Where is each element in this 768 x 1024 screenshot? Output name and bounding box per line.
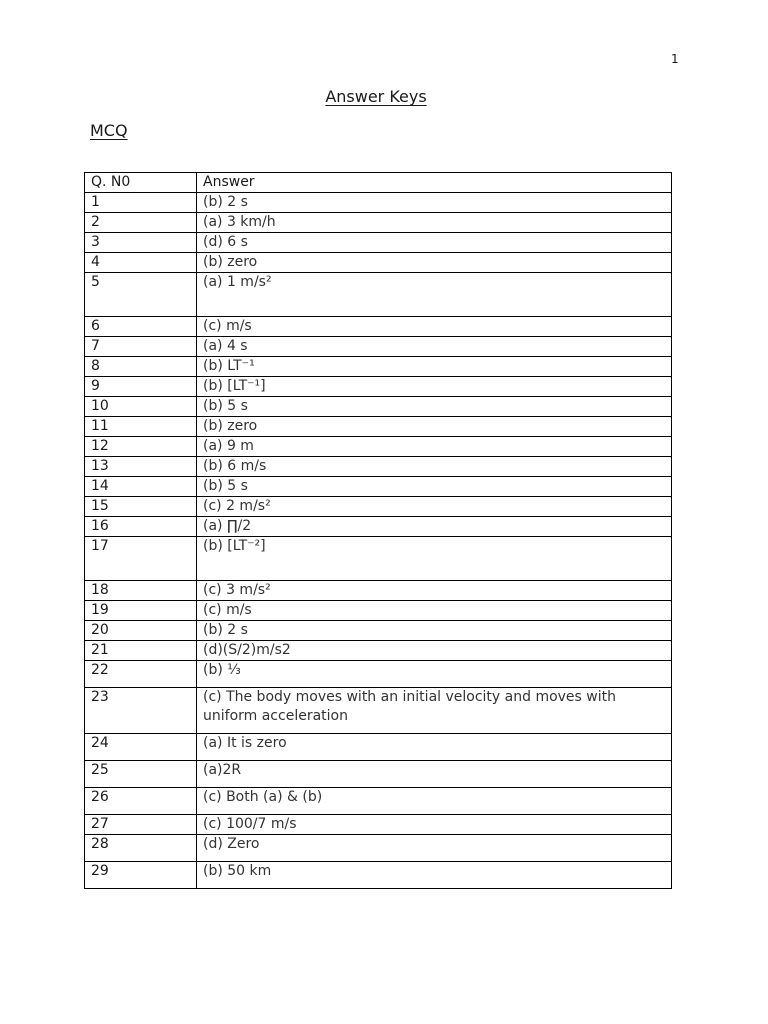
header-answer: Answer: [197, 173, 672, 193]
table-row: [85, 497, 672, 517]
answer-cell: (c) Both (a) & (b): [197, 788, 672, 815]
table-row: [85, 835, 672, 862]
answer-cell: (c) 100/7 m/s: [197, 815, 672, 835]
question-number: 5: [85, 273, 197, 317]
answer-cell: (b) zero: [197, 417, 672, 437]
answer-cell: (b) 2 s: [197, 193, 672, 213]
question-number: 3: [85, 233, 197, 253]
question-number: 9: [85, 377, 197, 397]
table-row: [85, 621, 672, 641]
answer-cell: (b) zero: [197, 253, 672, 273]
table-row: [85, 357, 672, 377]
table-row: [85, 688, 672, 734]
table-row: [85, 417, 672, 437]
answer-cell: (b) [LT⁻¹]: [197, 377, 672, 397]
table-row: [85, 337, 672, 357]
answer-cell: (b) [LT⁻²]: [197, 537, 672, 581]
question-number: 12: [85, 437, 197, 457]
answer-cell: (a) 9 m: [197, 437, 672, 457]
table-row: [85, 537, 672, 581]
answer-cell: (c) m/s: [197, 601, 672, 621]
page-number: 1: [671, 52, 679, 66]
answer-cell: (b) LT⁻¹: [197, 357, 672, 377]
question-number: 20: [85, 621, 197, 641]
answer-key-table: [84, 172, 672, 889]
answer-cell: (c) m/s: [197, 317, 672, 337]
question-number: 17: [85, 537, 197, 581]
table-row: [85, 641, 672, 661]
header-question-number: Q. N0: [85, 173, 197, 193]
question-number: 10: [85, 397, 197, 417]
question-number: 4: [85, 253, 197, 273]
question-number: 19: [85, 601, 197, 621]
answer-cell: (c) The body moves with an initial velocity and moves with uniform acceleration: [197, 688, 672, 734]
answer-cell: (b) 5 s: [197, 477, 672, 497]
question-number: 6: [85, 317, 197, 337]
question-number: 23: [85, 688, 197, 734]
question-number: 26: [85, 788, 197, 815]
table-row: [85, 377, 672, 397]
table-row: [85, 213, 672, 233]
question-number: 27: [85, 815, 197, 835]
question-number: 18: [85, 581, 197, 601]
question-number: 7: [85, 337, 197, 357]
answer-cell: (b) 6 m/s: [197, 457, 672, 477]
answer-cell: (a) 4 s: [197, 337, 672, 357]
table-row: [85, 317, 672, 337]
question-number: 15: [85, 497, 197, 517]
question-number: 22: [85, 661, 197, 688]
answer-cell: (b) 2 s: [197, 621, 672, 641]
table-row: [85, 661, 672, 688]
question-number: 24: [85, 734, 197, 761]
table-row: [85, 815, 672, 835]
table-row: [85, 273, 672, 317]
answer-cell: (a) It is zero: [197, 734, 672, 761]
answer-cell: (c) 3 m/s²: [197, 581, 672, 601]
question-number: 29: [85, 862, 197, 889]
document-title: Answer Keys: [325, 87, 427, 106]
answer-cell: (d)(S/2)m/s2: [197, 641, 672, 661]
table-row: [85, 761, 672, 788]
table-row: [85, 437, 672, 457]
table-header-row: [85, 173, 672, 193]
table-row: [85, 601, 672, 621]
table-row: [85, 397, 672, 417]
answer-cell: (c) 2 m/s²: [197, 497, 672, 517]
section-heading: MCQ: [90, 121, 128, 140]
table-row: [85, 581, 672, 601]
question-number: 16: [85, 517, 197, 537]
answer-cell: (a) 1 m/s²: [197, 273, 672, 317]
table-row: [85, 477, 672, 497]
question-number: 21: [85, 641, 197, 661]
question-number: 2: [85, 213, 197, 233]
table-row: [85, 517, 672, 537]
question-number: 25: [85, 761, 197, 788]
answer-cell: (b) ⅓: [197, 661, 672, 688]
answer-cell: (b) 5 s: [197, 397, 672, 417]
table-row: [85, 734, 672, 761]
table-row: [85, 253, 672, 273]
answer-cell: (a) 3 km/h: [197, 213, 672, 233]
answer-cell: (a)2R: [197, 761, 672, 788]
question-number: 11: [85, 417, 197, 437]
question-number: 13: [85, 457, 197, 477]
question-number: 28: [85, 835, 197, 862]
answer-cell: (b) 50 km: [197, 862, 672, 889]
table-row: [85, 193, 672, 213]
table-row: [85, 862, 672, 889]
answer-cell: (a) ∏/2: [197, 517, 672, 537]
question-number: 1: [85, 193, 197, 213]
table-row: [85, 233, 672, 253]
table-row: [85, 788, 672, 815]
answer-cell: (d) Zero: [197, 835, 672, 862]
question-number: 14: [85, 477, 197, 497]
answer-cell: (d) 6 s: [197, 233, 672, 253]
question-number: 8: [85, 357, 197, 377]
table-row: [85, 457, 672, 477]
